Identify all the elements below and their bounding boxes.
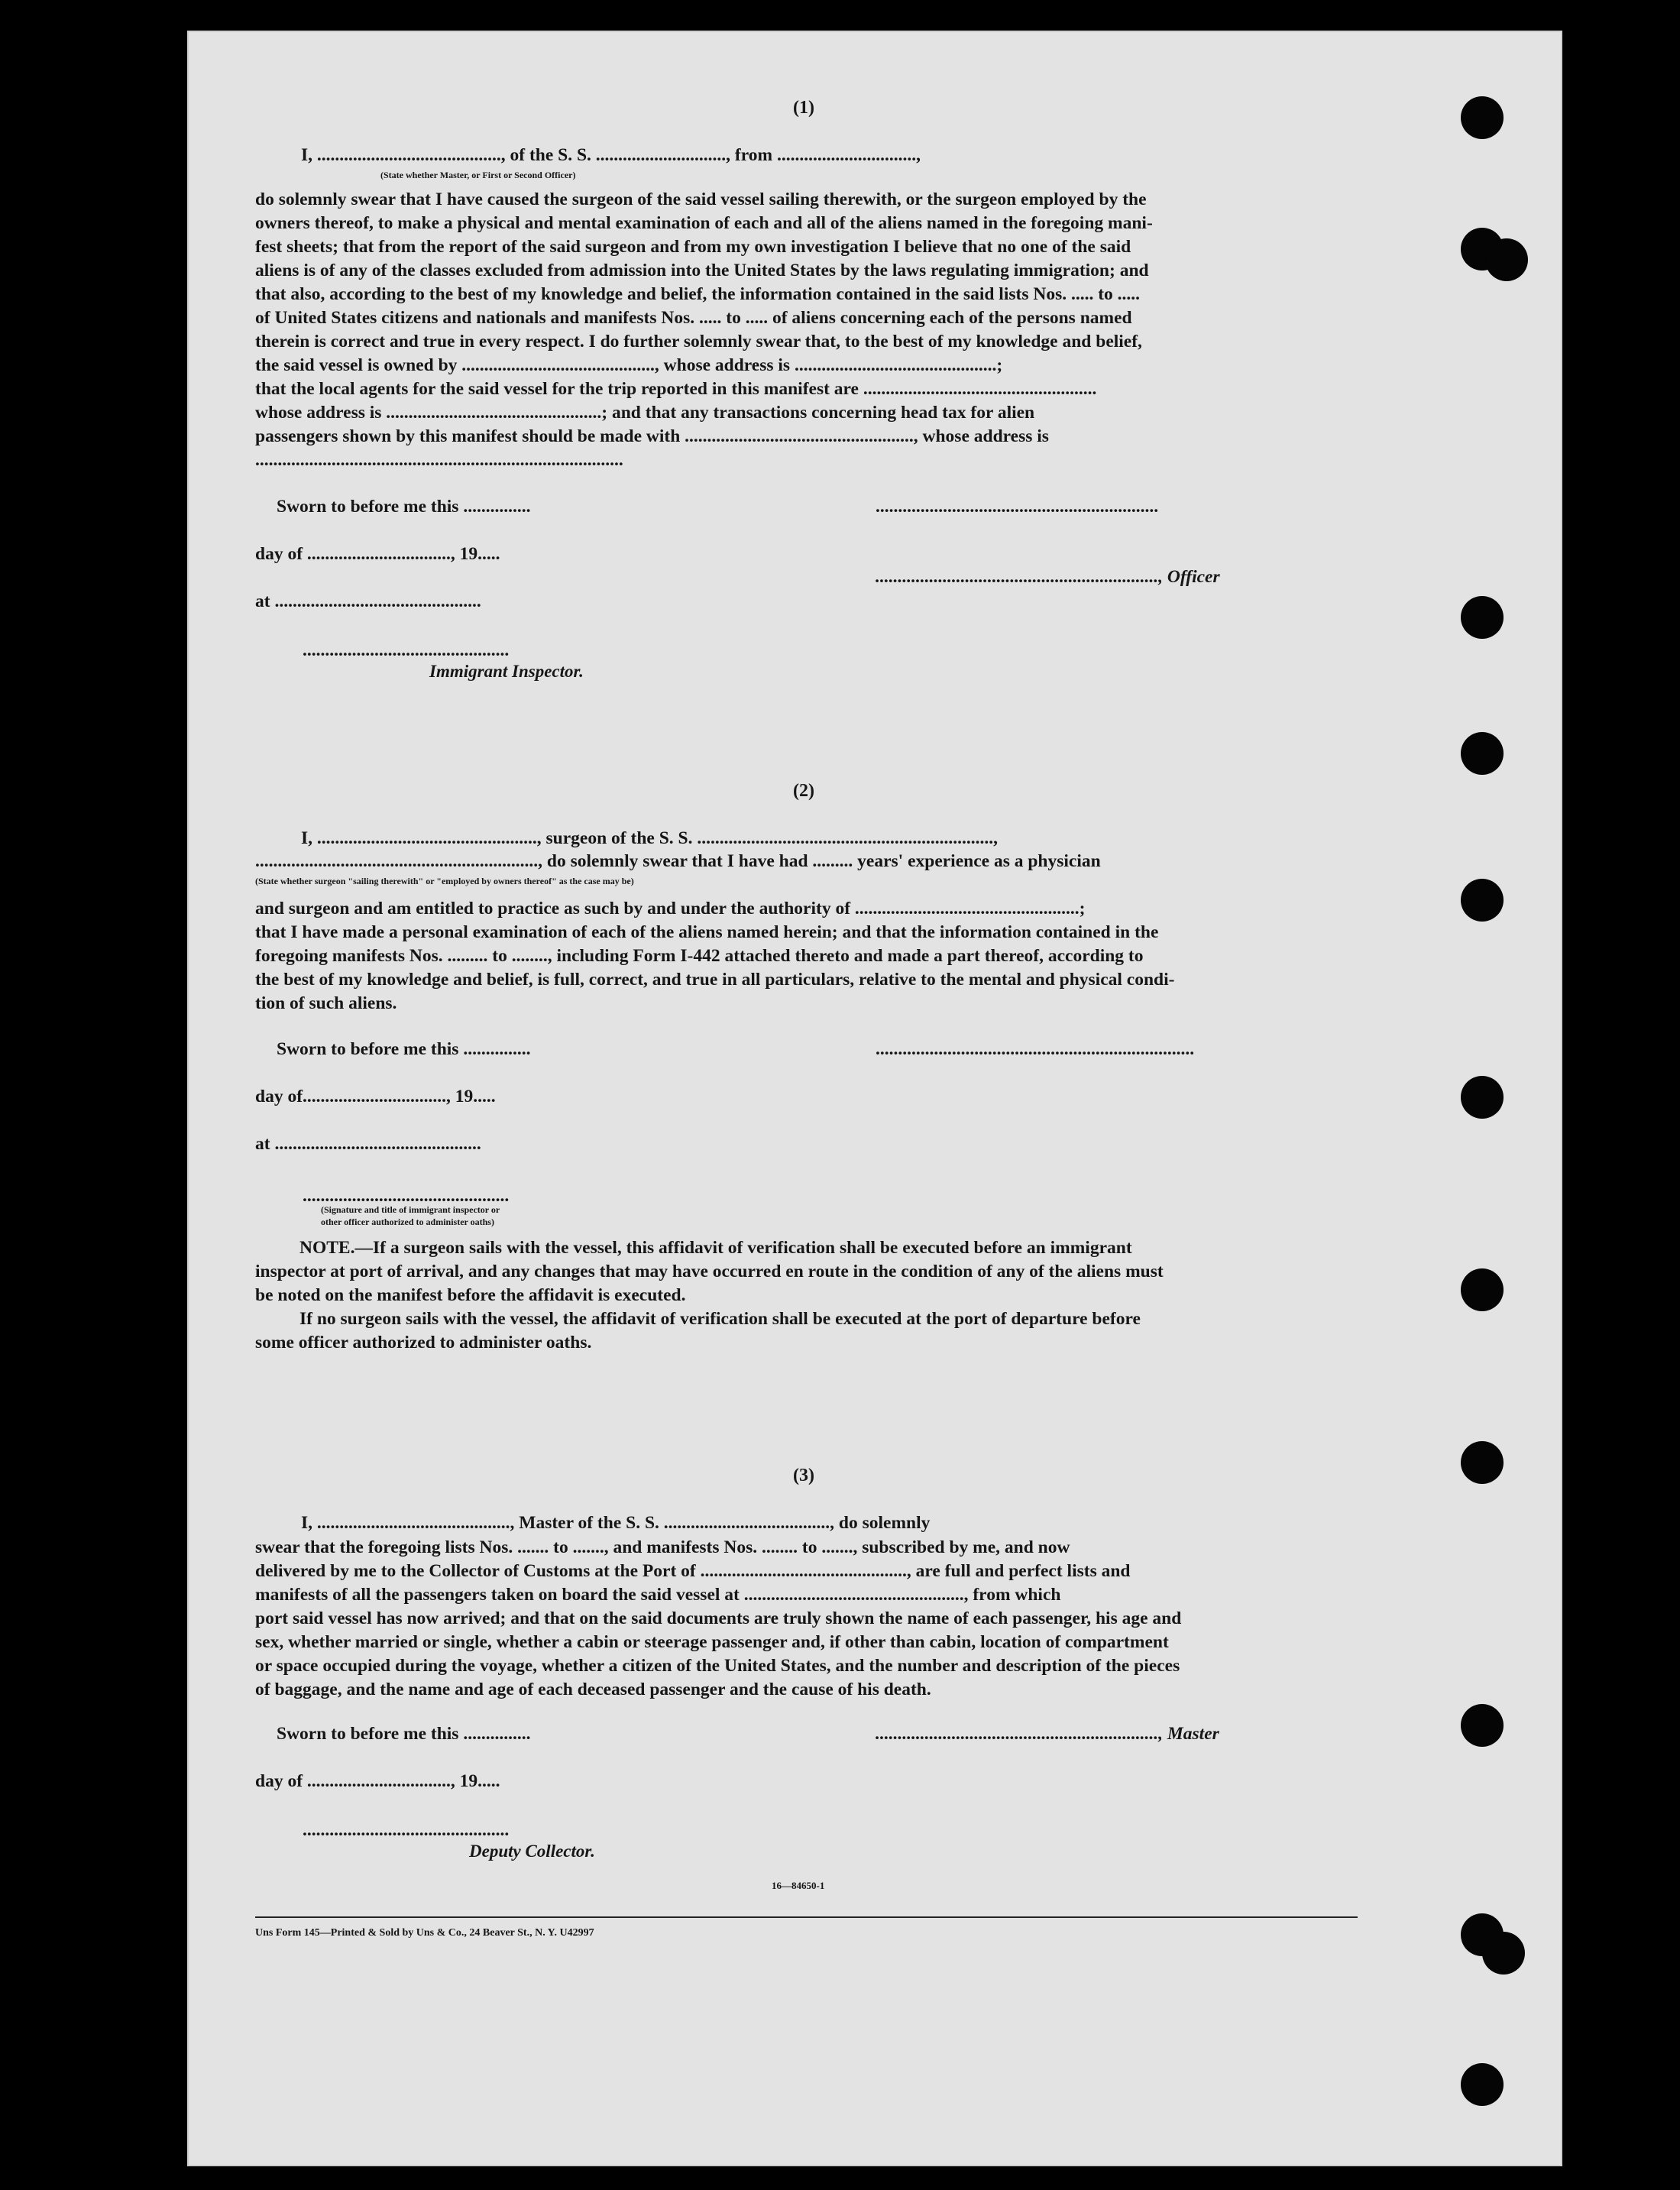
section-1-officer-dots-top: ...............................................................: [876, 497, 1159, 517]
section-2-line: and surgeon and am entitled to practice as such by and under the authority of ..................................................;: [255, 899, 1086, 918]
section-1-sworn: Sworn to before me this ...............: [277, 497, 531, 517]
section-3-line: port said vessel has now arrived; and that on the said documents are truly shown the name of each passenger, his age and: [255, 1608, 1182, 1628]
section-3-collector-label: Deputy Collector.: [469, 1842, 595, 1861]
punch-hole-icon: [1461, 732, 1504, 775]
punch-hole-icon: [1482, 1932, 1525, 1975]
section-2-line-2: ..............................................................., do solemnly swear that I have had ......... years' experience as a physician: [255, 851, 1101, 871]
section-1-line: do solemnly swear that I have caused the surgeon of the said vessel sailing therewith, or the surgeon employed by the: [255, 190, 1147, 209]
section-2-signature-note-2: other officer authorized to administer oaths): [321, 1216, 494, 1227]
section-3-day: day of ................................, 19.....: [255, 1771, 500, 1791]
section-1-oath-line: I, ........................................., of the S. S. ............................., from ...............................,: [301, 145, 921, 165]
section-2-line: foregoing manifests Nos. ......... to ........, including Form I-442 attached thereto and made a part thereof, according to: [255, 946, 1144, 966]
section-3-body: [255, 1536, 1358, 1702]
punch-hole-icon: [1461, 879, 1504, 922]
section-2-signature-dots: ..............................................: [303, 1186, 510, 1206]
section-3-collector-dots: ..............................................: [303, 1820, 510, 1840]
section-2-body: [255, 897, 1358, 1016]
note-line: be noted on the manifest before the affidavit is executed.: [255, 1285, 686, 1305]
punch-hole-icon: [1485, 238, 1528, 281]
section-1-line: that also, according to the best of my knowledge and belief, the information contained in the said lists Nos. ..... to .....: [255, 284, 1141, 304]
section-1-line: owners thereof, to make a physical and mental examination of each and all of the aliens named in the foregoing mani-: [255, 213, 1153, 233]
no-surgeon-line: some officer authorized to administer oaths.: [255, 1333, 592, 1353]
section-3-sworn: Sworn to before me this ...............: [277, 1724, 531, 1744]
section-1-line: of United States citizens and nationals and manifests Nos. ..... to ..... of aliens concerning each of the persons named: [255, 308, 1132, 328]
section-3-line: manifests of all the passengers taken on board the said vessel at ................................................., from which: [255, 1585, 1061, 1605]
section-3-master-line: ..............................................................., Master: [876, 1724, 1219, 1744]
section-2-line: tion of such aliens.: [255, 993, 397, 1013]
note-line: —If a surgeon sails with the vessel, this affidavit of verification shall be executed before an immigrant: [354, 1238, 1132, 1258]
section-2-day: day of................................, 19.....: [255, 1087, 496, 1106]
punch-hole-icon: [1461, 2063, 1504, 2106]
printer-footer: Uns Form 145—Printed & Sold by Uns & Co., 24 Beaver St., N. Y. U42997: [255, 1927, 594, 1939]
section-3-line: or space occupied during the voyage, whether a citizen of the United States, and the number and description of the pieces: [255, 1656, 1180, 1676]
section-1-line: therein is correct and true in every respect. I do further solemnly swear that, to the best of my knowledge and belief,: [255, 332, 1142, 352]
section-2-surgeon-dots: .......................................................................: [876, 1039, 1195, 1059]
section-2-at: at ..............................................: [255, 1134, 481, 1154]
section-2-line: the best of my knowledge and belief, is full, correct, and true in all particulars, relative to the mental and physical condi-: [255, 970, 1175, 990]
footer-rule: [255, 1916, 1358, 1918]
section-1-at: at ..............................................: [255, 591, 481, 611]
form-number: 16—84650-1: [772, 1880, 825, 1891]
section-1-line: ..................................................................................: [255, 450, 623, 470]
section-2-oath-line: I, ................................................., surgeon of the S. S. ..................................................................,: [301, 828, 998, 848]
punch-hole-icon: [1461, 1704, 1504, 1747]
section-3-line: delivered by me to the Collector of Customs at the Port of .............................................., are full and perfect lists and: [255, 1561, 1131, 1581]
section-1-number: (1): [793, 98, 814, 118]
section-3-line: swear that the foregoing lists Nos. ....... to ......., and manifests Nos. ........ to ......., subscribed by me, and now: [255, 1537, 1070, 1557]
section-3-oath-line: I, ..........................................., Master of the S. S. ....................................., do solemnly: [301, 1513, 931, 1533]
punch-hole-icon: [1461, 596, 1504, 639]
section-3-line: sex, whether married or single, whether a cabin or steerage passenger and, if other than cabin, location of compartment: [255, 1632, 1169, 1652]
no-surgeon-line: If no surgeon sails with the vessel, the affidavit of verification shall be executed at the port of departure before: [299, 1309, 1141, 1329]
section-1-oath-note: (State whether Master, or First or Second Officer): [380, 170, 576, 180]
section-1-line: fest sheets; that from the report of the said surgeon and from my own investigation I believe that no one of the said: [255, 237, 1131, 257]
section-2-signature-note-1: (Signature and title of immigrant inspector or: [321, 1204, 500, 1215]
section-1-line: whose address is ................................................; and that any transactions concerning head tax for alien: [255, 403, 1035, 423]
section-1-inspector-dots: ..............................................: [303, 640, 510, 660]
section-3-line: of baggage, and the name and age of each deceased passenger and the cause of his death.: [255, 1680, 931, 1699]
section-1-line: the said vessel is owned by ..........................................., whose address is .............................................;: [255, 355, 1003, 375]
section-2-note: (State whether surgeon "sailing therewith" or "employed by owners thereof" as the case may be): [255, 876, 634, 886]
section-3-number: (3): [793, 1466, 814, 1485]
section-2-sworn: Sworn to before me this ...............: [277, 1039, 531, 1059]
section-2-note-block: [255, 1236, 1358, 1355]
note-line: inspector at port of arrival, and any changes that may have occurred en route in the condition of any of the aliens must: [255, 1262, 1164, 1281]
section-1-body: [255, 188, 1358, 472]
punch-hole-icon: [1461, 1441, 1504, 1484]
section-1-officer-line: ..............................................................., Officer: [876, 567, 1220, 587]
punch-hole-icon: [1461, 1268, 1504, 1311]
section-2-number: (2): [793, 781, 814, 801]
punch-hole-icon: [1461, 96, 1504, 139]
section-1-line: passengers shown by this manifest should be made with ..................................................., whose address is: [255, 426, 1049, 446]
section-2-line: that I have made a personal examination of each of the aliens named herein; and that the information contained in the: [255, 922, 1159, 942]
section-1-line: that the local agents for the said vessel for the trip reported in this manifest are ....................................................: [255, 379, 1097, 399]
punch-hole-icon: [1461, 1076, 1504, 1119]
section-1-inspector-label: Immigrant Inspector.: [429, 662, 584, 681]
note-label: NOTE.: [299, 1238, 355, 1258]
section-1-line: aliens is of any of the classes excluded from admission into the United States by the laws regulating immigration; and: [255, 261, 1149, 280]
section-1-day: day of ................................, 19.....: [255, 544, 500, 564]
